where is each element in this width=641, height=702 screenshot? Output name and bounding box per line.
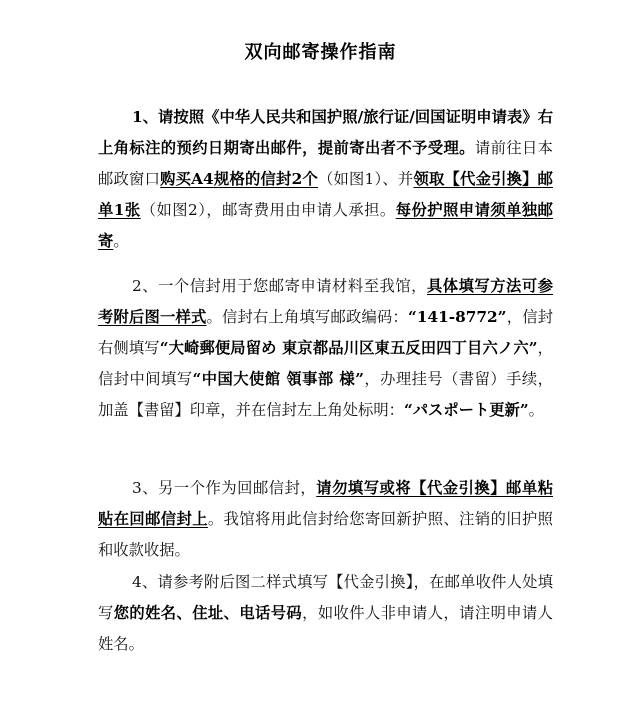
paragraph-4 — [98, 567, 553, 660]
paragraph-2 — [98, 271, 553, 426]
p4-sender-info: 您的姓名、住址、电话号码 — [113, 604, 303, 622]
document-title: 双向邮寄操作指南 — [244, 42, 397, 63]
p2-postcode: “141-8772” — [408, 308, 507, 326]
p1-text-d: 。 — [113, 232, 129, 250]
p1-text-b: （如图1）、并 — [317, 170, 414, 188]
p2-text-c: ，信封右侧填写 — [98, 308, 553, 357]
p1-buy-envelopes: 购买A4规格的信封2个 — [160, 170, 318, 188]
p4-text-b: ，如收件人非申请人，请注明申请人姓名。 — [98, 604, 553, 653]
p3-warning: 请勿填写或将【代金引換】邮单粘贴在回邮信封上 — [98, 479, 553, 528]
p2-recipient: “中国大使館 領事部 様” — [192, 370, 364, 388]
p2-see-figure: 具体填写方法可参考附后图一样式 — [98, 277, 553, 326]
p2-text-b: 。信封右上角填写邮政编码： — [206, 308, 409, 326]
p1-requirement: 1、请按照《中华人民共和国护照/旅行证/回国证明申请表》右上角标注的预约日期寄出邮件，提前寄出者不予受理。 — [98, 108, 553, 157]
p1-text-c: （如图2），邮寄费用由申请人承担。 — [140, 201, 396, 219]
p3-text-a: 3、另一个作为回邮信封， — [132, 479, 317, 497]
p2-text-a: 2、一个信封用于您邮寄申请材料至我馆， — [132, 277, 427, 295]
paragraph-3 — [98, 473, 553, 566]
p4-text-a: 4、请参考附后图二样式填写【代金引換】，在邮单收件人处填写 — [98, 573, 553, 622]
p1-get-form: 领取【代金引換】邮单1张 — [98, 170, 553, 219]
p2-address: “大崎郵便局留め 東京都品川区東五反田四丁目六ノ六” — [159, 339, 538, 357]
p3-text-b: 。我馆将用此信封给您寄回新护照、注销的旧护照和收款收据。 — [98, 510, 553, 559]
paragraph-1 — [98, 102, 553, 257]
p2-text-d: ，信封中间填写 — [98, 339, 553, 388]
p2-text-f: 。 — [528, 401, 544, 419]
p2-passport-label: “パスポート更新” — [403, 401, 529, 419]
p1-separate-mailing: 每份护照申请须单独邮寄 — [98, 201, 553, 250]
p1-text-a: 请前往日本邮政窗口 — [98, 139, 553, 188]
p2-text-e: ，办理挂号（書留）手续，加盖【書留】印章，并在信封左上角处标明： — [98, 370, 553, 419]
